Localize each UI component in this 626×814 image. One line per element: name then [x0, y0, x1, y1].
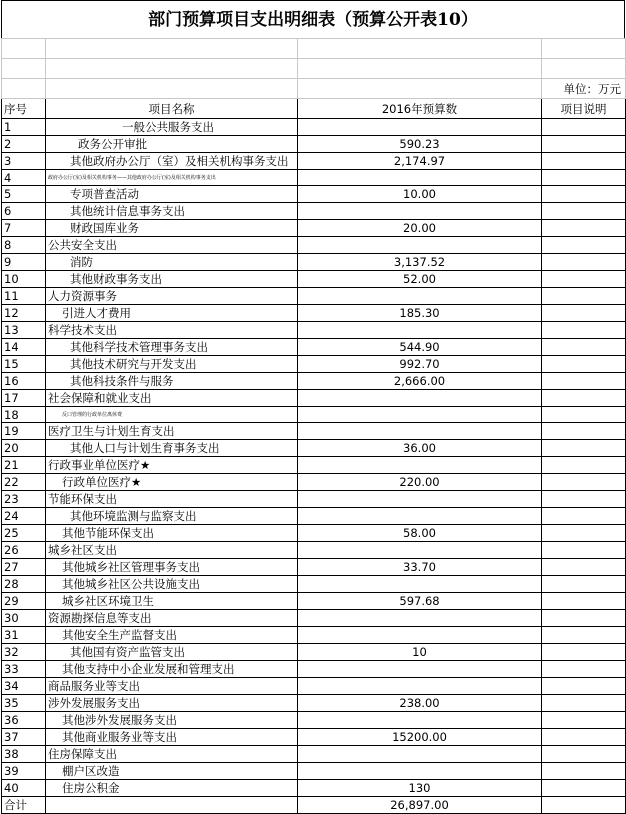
table-row	[2, 153, 626, 170]
row-note[interactable]	[542, 474, 626, 491]
row-note[interactable]	[542, 119, 626, 136]
row-name[interactable]: 人力资源事务	[46, 288, 298, 305]
row-name[interactable]: 其他城乡社区公共设施支出	[46, 576, 298, 593]
table-row	[2, 678, 626, 695]
row-name[interactable]: 其他科学技术管理事务支出	[46, 339, 298, 356]
row-name[interactable]: 其他安全生产监督支出	[46, 627, 298, 644]
row-name[interactable]: 节能环保支出	[46, 491, 298, 508]
row-amount[interactable]	[298, 407, 542, 423]
table-row	[2, 661, 626, 678]
row-seq[interactable]: 22	[2, 474, 46, 491]
row-seq[interactable]: 1	[2, 119, 46, 136]
row-amount[interactable]: 58.00	[298, 525, 542, 542]
row-amount[interactable]	[298, 457, 542, 474]
row-name[interactable]: 住房公积金	[46, 780, 298, 797]
table-row	[2, 695, 626, 712]
total-amount[interactable]: 26,897.00	[298, 797, 542, 814]
row-amount[interactable]	[298, 203, 542, 220]
table-row	[2, 644, 626, 661]
row-seq[interactable]: 39	[2, 763, 46, 780]
row-amount[interactable]: 597.68	[298, 593, 542, 610]
row-note[interactable]	[542, 423, 626, 440]
row-note[interactable]	[542, 457, 626, 474]
row-note[interactable]	[542, 746, 626, 763]
row-note[interactable]	[542, 305, 626, 322]
row-name[interactable]: 医疗卫生与计划生育支出	[46, 423, 298, 440]
row-amount[interactable]: 238.00	[298, 695, 542, 712]
row-seq[interactable]: 3	[2, 153, 46, 170]
header-note[interactable]: 项目说明	[542, 99, 626, 119]
row-amount[interactable]: 52.00	[298, 271, 542, 288]
table-row	[2, 542, 626, 559]
row-note[interactable]	[542, 339, 626, 356]
table-row	[2, 780, 626, 797]
row-name[interactable]: 专项普查活动	[46, 186, 298, 203]
row-seq[interactable]: 16	[2, 373, 46, 390]
blank-cell[interactable]	[298, 39, 542, 59]
row-amount[interactable]: 20.00	[298, 220, 542, 237]
row-amount[interactable]	[298, 237, 542, 254]
row-note[interactable]	[542, 322, 626, 339]
row-name[interactable]: 引进人才费用	[46, 305, 298, 322]
table-row	[2, 508, 626, 525]
row-note[interactable]	[542, 780, 626, 797]
row-amount[interactable]	[298, 491, 542, 508]
row-note[interactable]	[542, 593, 626, 610]
row-seq[interactable]: 17	[2, 390, 46, 407]
table-row	[2, 136, 626, 153]
table-row	[2, 559, 626, 576]
header-budget[interactable]: 2016年预算数	[298, 99, 542, 119]
unit-row	[2, 79, 626, 99]
row-seq[interactable]: 30	[2, 610, 46, 627]
total-note-cell[interactable]	[542, 797, 626, 814]
table-row	[2, 576, 626, 593]
row-name[interactable]: 行政单位医疗★	[46, 474, 298, 491]
table-row	[2, 356, 626, 373]
row-seq[interactable]: 34	[2, 678, 46, 695]
row-seq[interactable]: 9	[2, 254, 46, 271]
row-note[interactable]	[542, 661, 626, 678]
table-row	[2, 271, 626, 288]
row-amount[interactable]: 220.00	[298, 474, 542, 491]
row-note[interactable]	[542, 712, 626, 729]
blank-cell[interactable]	[298, 79, 542, 99]
table-row	[2, 729, 626, 746]
row-name[interactable]: 消防	[46, 254, 298, 271]
row-name[interactable]: 其他节能环保支出	[46, 525, 298, 542]
blank-cell[interactable]	[46, 79, 298, 99]
row-note[interactable]	[542, 491, 626, 508]
row-name[interactable]: 一般公共服务支出	[46, 119, 298, 136]
row-name[interactable]: 其他政府办公厅（室）及相关机构事务支出	[46, 153, 298, 170]
row-seq[interactable]: 21	[2, 457, 46, 474]
row-note[interactable]	[542, 440, 626, 457]
row-note[interactable]	[542, 170, 626, 186]
blank-cell[interactable]	[2, 39, 46, 59]
row-name[interactable]: 其他商业服务业等支出	[46, 729, 298, 746]
blank-cell[interactable]	[542, 39, 626, 59]
row-name[interactable]: 其他涉外发展服务支出	[46, 712, 298, 729]
row-seq[interactable]: 12	[2, 305, 46, 322]
row-name[interactable]: 反口管理的行政单位离休费	[46, 407, 298, 423]
row-name[interactable]: 社会保障和就业支出	[46, 390, 298, 407]
row-seq[interactable]: 38	[2, 746, 46, 763]
row-seq[interactable]: 28	[2, 576, 46, 593]
table-row	[2, 373, 626, 390]
row-amount[interactable]	[298, 576, 542, 593]
row-seq[interactable]: 20	[2, 440, 46, 457]
table-row	[2, 220, 626, 237]
row-amount[interactable]: 590.23	[298, 136, 542, 153]
row-note[interactable]	[542, 237, 626, 254]
row-note[interactable]	[542, 729, 626, 746]
row-seq[interactable]: 10	[2, 271, 46, 288]
row-note[interactable]	[542, 288, 626, 305]
row-amount[interactable]: 544.90	[298, 339, 542, 356]
row-name[interactable]: 其他城乡社区管理事务支出	[46, 559, 298, 576]
row-amount[interactable]: 10	[298, 644, 542, 661]
row-note[interactable]	[542, 390, 626, 407]
row-note[interactable]	[542, 203, 626, 220]
row-name[interactable]: 城乡社区环境卫生	[46, 593, 298, 610]
table-row	[2, 203, 626, 220]
row-name[interactable]: 其他财政事务支出	[46, 271, 298, 288]
row-seq[interactable]: 13	[2, 322, 46, 339]
row-amount[interactable]: 185.30	[298, 305, 542, 322]
table-row	[2, 288, 626, 305]
row-amount[interactable]: 15200.00	[298, 729, 542, 746]
row-seq[interactable]: 32	[2, 644, 46, 661]
row-seq[interactable]: 19	[2, 423, 46, 440]
row-name[interactable]: 棚户区改造	[46, 763, 298, 780]
row-seq[interactable]: 7	[2, 220, 46, 237]
row-seq[interactable]: 11	[2, 288, 46, 305]
row-seq[interactable]: 5	[2, 186, 46, 203]
budget-sheet	[1, 0, 625, 814]
row-seq[interactable]: 2	[2, 136, 46, 153]
row-note[interactable]	[542, 576, 626, 593]
row-seq[interactable]: 4	[2, 170, 46, 186]
row-seq[interactable]: 23	[2, 491, 46, 508]
table-row	[2, 390, 626, 407]
row-name[interactable]: 科学技术支出	[46, 322, 298, 339]
row-seq[interactable]: 33	[2, 661, 46, 678]
row-name[interactable]: 政府办公厅(室)及相关机构事务——其他政府办公厅(室)及相关机构事务支出	[46, 170, 298, 186]
row-name[interactable]: 其他科技条件与服务	[46, 373, 298, 390]
blank-cell[interactable]	[46, 39, 298, 59]
row-name[interactable]: 财政国库业务	[46, 220, 298, 237]
blank-row	[2, 59, 626, 79]
data-rows	[2, 119, 626, 797]
row-note[interactable]	[542, 678, 626, 695]
row-seq[interactable]: 27	[2, 559, 46, 576]
table-row	[2, 746, 626, 763]
row-note[interactable]	[542, 644, 626, 661]
row-note[interactable]	[542, 763, 626, 780]
table-row	[2, 237, 626, 254]
row-name[interactable]: 其他支持中小企业发展和管理支出	[46, 661, 298, 678]
row-note[interactable]	[542, 559, 626, 576]
row-name[interactable]: 其他国有资产监管支出	[46, 644, 298, 661]
row-name[interactable]: 涉外发展服务支出	[46, 695, 298, 712]
row-seq[interactable]: 6	[2, 203, 46, 220]
row-seq[interactable]: 29	[2, 593, 46, 610]
row-amount[interactable]	[298, 542, 542, 559]
row-seq[interactable]: 36	[2, 712, 46, 729]
row-amount[interactable]	[298, 508, 542, 525]
blank-row	[2, 39, 626, 59]
table-row	[2, 119, 626, 136]
blank-cell[interactable]	[46, 59, 298, 79]
row-note[interactable]	[542, 136, 626, 153]
row-amount[interactable]: 36.00	[298, 440, 542, 457]
row-note[interactable]	[542, 695, 626, 712]
table-row	[2, 763, 626, 780]
row-seq[interactable]: 26	[2, 542, 46, 559]
row-note[interactable]	[542, 407, 626, 423]
row-name[interactable]: 公共安全支出	[46, 237, 298, 254]
table-row	[2, 474, 626, 491]
row-amount[interactable]	[298, 712, 542, 729]
table-row	[2, 593, 626, 610]
row-note[interactable]	[542, 356, 626, 373]
row-note[interactable]	[542, 610, 626, 627]
row-name[interactable]: 城乡社区支出	[46, 542, 298, 559]
unit-label[interactable]: 单位：万元	[542, 79, 626, 99]
blank-cell[interactable]	[298, 59, 542, 79]
row-note[interactable]	[542, 271, 626, 288]
row-seq[interactable]: 31	[2, 627, 46, 644]
row-note[interactable]	[542, 254, 626, 271]
row-amount[interactable]: 3,137.52	[298, 254, 542, 271]
row-amount[interactable]	[298, 678, 542, 695]
row-amount[interactable]	[298, 423, 542, 440]
row-amount[interactable]: 33.70	[298, 559, 542, 576]
table-row	[2, 170, 626, 186]
row-amount[interactable]	[298, 661, 542, 678]
table-row	[2, 491, 626, 508]
row-note[interactable]	[542, 373, 626, 390]
row-amount[interactable]	[298, 627, 542, 644]
row-name[interactable]: 商品服务业等支出	[46, 678, 298, 695]
row-amount[interactable]	[298, 390, 542, 407]
row-amount[interactable]	[298, 763, 542, 780]
row-amount[interactable]: 2,174.97	[298, 153, 542, 170]
header-name[interactable]: 项目名称	[46, 99, 298, 119]
row-amount[interactable]: 130	[298, 780, 542, 797]
row-name[interactable]: 其他环境监测与监察支出	[46, 508, 298, 525]
row-amount[interactable]	[298, 119, 542, 136]
row-amount[interactable]: 2,666.00	[298, 373, 542, 390]
budget-table	[1, 38, 626, 814]
row-note[interactable]	[542, 186, 626, 203]
table-row	[2, 457, 626, 474]
row-seq[interactable]: 35	[2, 695, 46, 712]
row-note[interactable]	[542, 627, 626, 644]
row-note[interactable]	[542, 542, 626, 559]
row-amount[interactable]	[298, 746, 542, 763]
row-seq[interactable]: 15	[2, 356, 46, 373]
row-name[interactable]: 其他人口与计划生育事务支出	[46, 440, 298, 457]
table-row	[2, 423, 626, 440]
row-amount[interactable]: 992.70	[298, 356, 542, 373]
table-row	[2, 610, 626, 627]
table-row	[2, 305, 626, 322]
blank-cell[interactable]	[2, 79, 46, 99]
row-note[interactable]	[542, 220, 626, 237]
row-note[interactable]	[542, 153, 626, 170]
total-row	[2, 797, 626, 814]
sheet-title: 部门预算项目支出明细表（预算公开表10）	[1, 0, 625, 38]
row-seq[interactable]: 25	[2, 525, 46, 542]
row-name[interactable]: 政务公开审批	[46, 136, 298, 153]
row-name[interactable]: 资源勘探信息等支出	[46, 610, 298, 627]
row-seq[interactable]: 14	[2, 339, 46, 356]
row-name[interactable]: 其他统计信息事务支出	[46, 203, 298, 220]
table-row	[2, 712, 626, 729]
header-seq[interactable]: 序号	[2, 99, 46, 119]
table-row	[2, 339, 626, 356]
table-row	[2, 407, 626, 423]
blank-cell[interactable]	[542, 59, 626, 79]
total-label[interactable]: 合计	[2, 797, 46, 814]
row-amount[interactable]	[298, 170, 542, 186]
row-amount[interactable]: 10.00	[298, 186, 542, 203]
row-seq[interactable]: 40	[2, 780, 46, 797]
row-seq[interactable]: 18	[2, 407, 46, 423]
row-note[interactable]	[542, 508, 626, 525]
row-amount[interactable]	[298, 610, 542, 627]
table-row	[2, 186, 626, 203]
table-row	[2, 322, 626, 339]
row-amount[interactable]	[298, 322, 542, 339]
row-seq[interactable]: 24	[2, 508, 46, 525]
row-seq[interactable]: 8	[2, 237, 46, 254]
row-name[interactable]: 住房保障支出	[46, 746, 298, 763]
table-row	[2, 440, 626, 457]
row-note[interactable]	[542, 525, 626, 542]
row-name[interactable]: 行政事业单位医疗★	[46, 457, 298, 474]
blank-cell[interactable]	[2, 59, 46, 79]
row-name[interactable]: 其他技术研究与开发支出	[46, 356, 298, 373]
header-row	[2, 99, 626, 119]
row-amount[interactable]	[298, 288, 542, 305]
total-name-cell[interactable]	[46, 797, 298, 814]
table-row	[2, 254, 626, 271]
row-seq[interactable]: 37	[2, 729, 46, 746]
table-row	[2, 627, 626, 644]
table-row	[2, 525, 626, 542]
